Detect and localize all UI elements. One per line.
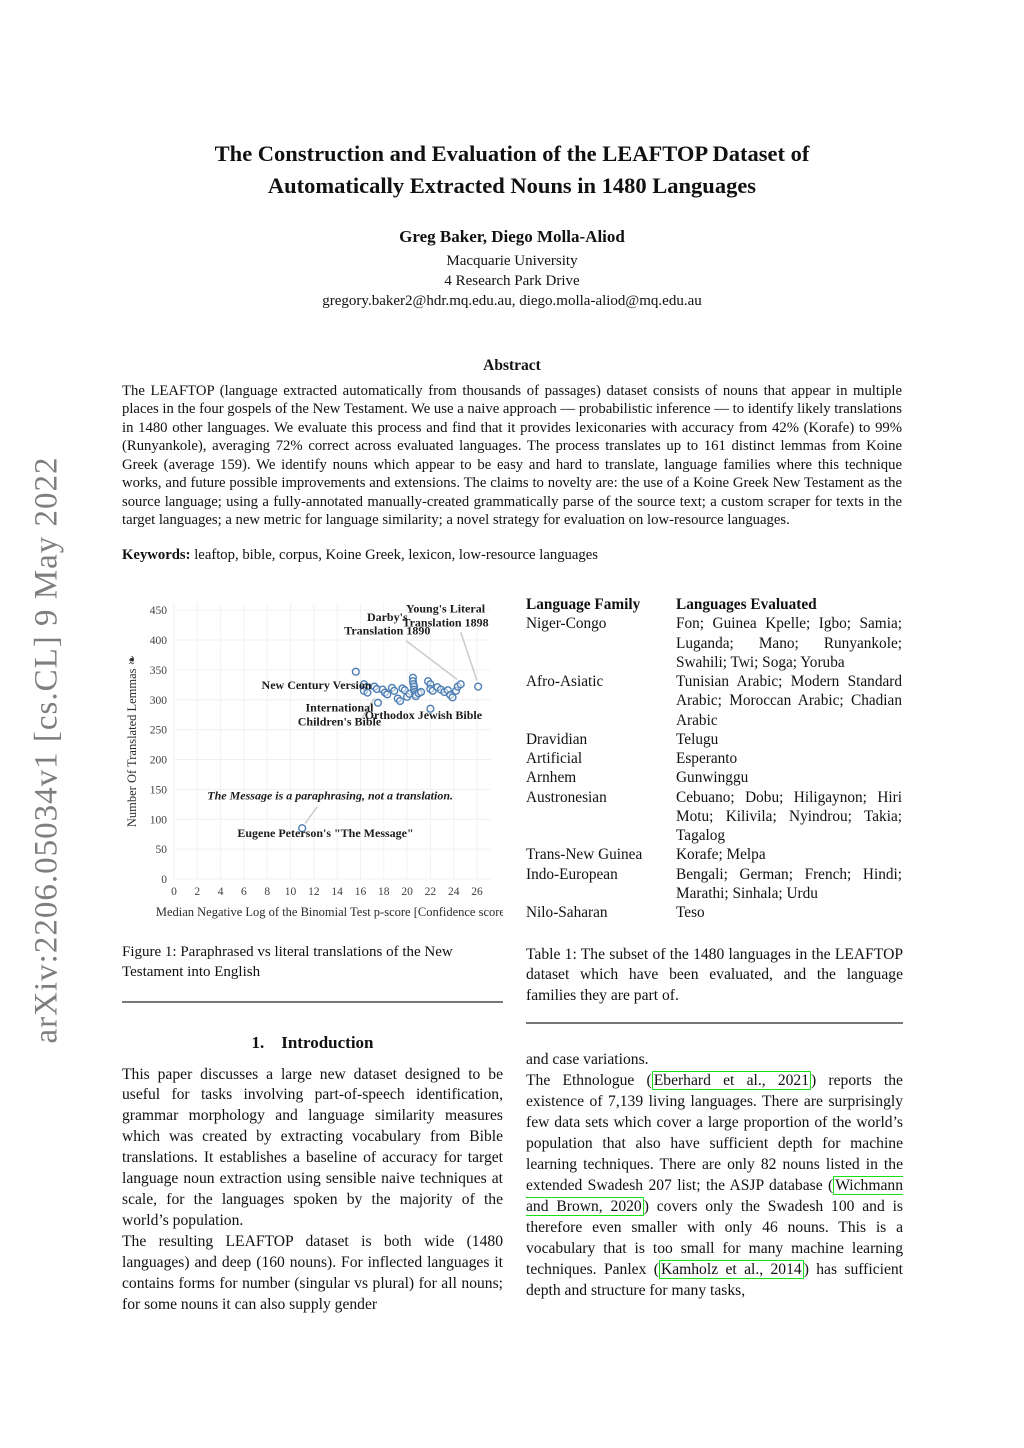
table-cell-family: Arnhem (526, 769, 577, 787)
figure-1-caption: Figure 1: Paraphrased vs literal translations of the New Testament into English (122, 944, 453, 981)
x-axis-tick-label: 24 (447, 886, 460, 898)
annotation-label: International (305, 700, 374, 715)
x-axis-tick-label: 0 (171, 886, 177, 898)
authors: Greg Baker, Diego Molla-Aliod (399, 226, 625, 246)
table-header-languages-evaluated: Languages Evaluated (676, 596, 817, 613)
table-cell-family: Austronesian (526, 788, 607, 806)
table-cell-languages: Cebuano; Dobu; Hiligaynon; Hiri Motu; Kilivila; Nyindrou; Takia; Tagalog (676, 788, 902, 845)
table-cell-languages: Teso (676, 904, 705, 922)
section-heading-introduction: 1. Introduction (251, 1032, 374, 1052)
x-axis-tick-label: 10 (284, 886, 297, 898)
annotation-label: Eugene Peterson's "The Message" (237, 826, 414, 841)
affiliation: Macquarie University (446, 252, 578, 269)
table-cell-languages: Telugu (676, 730, 719, 748)
left-column (122, 595, 503, 1316)
figure-separator-rule (122, 1001, 503, 1003)
scatter-point (397, 698, 404, 705)
annotation-label: Translation 1890 (344, 623, 431, 638)
x-axis-tick-label: 4 (217, 886, 224, 898)
annotation-label: New Century Version (261, 678, 372, 693)
scatter-point (449, 694, 456, 701)
body-paragraph-case-variations: and case variations. (526, 1051, 649, 1069)
y-axis-tick-label: 50 (155, 844, 167, 857)
x-axis-tick-label: 12 (308, 886, 320, 898)
x-axis-tick-label: 18 (378, 886, 390, 898)
y-axis-tick-label: 350 (149, 664, 167, 677)
author-emails: gregory.baker2@hdr.mq.edu.au, diego.molla-aliod@mq.edu.au (322, 292, 702, 309)
keywords-text: leaftop, bible, corpus, Koine Greek, lexicon, low-resource languages (190, 547, 598, 563)
table-cell-languages: Bengali; German; French; Hindi; Marathi; Sinhala; Urdu (676, 865, 902, 902)
intro-paragraph-2: The resulting LEAFTOP dataset is both wide (1480 languages) and deep (160 nouns). For inflected languages it contains forms for number (singular vs plural) for all nouns; for some nouns it can also supply gender (122, 1233, 503, 1314)
annotation-label: The Message is a paraphrasing, not a translation. (207, 788, 454, 803)
table-cell-family: Nilo-Saharan (526, 904, 608, 922)
annotation-leader-line (461, 632, 477, 680)
annotation-leader-line (305, 807, 317, 824)
arxiv-watermark: arXiv:2206.05034v1 [cs.CL] 9 May 2022 (28, 456, 65, 1044)
table-cell-family: Artificial (526, 750, 583, 768)
table-cell-family: Niger-Congo (526, 615, 607, 633)
table-cell-family: Trans-New Guinea (526, 846, 643, 864)
x-axis-tick-label: 6 (241, 886, 247, 898)
keywords-line (122, 547, 902, 564)
body-paragraph-ethnologue: The Ethnologue ( Eberhard et al., 2021 ) reports the existence of 7,139 living languages. There are surprisingly few data sets which cover a large proportion of the world’s population that also have sufficient depth for machine learning techniques. There are only 82 nouns listed in the extended Swadesh 207 list; the ASJP database ( Wichmann and Brown, 2020 ) covers only the Swadesh 100 and is therefore even smaller with only 46 nouns. This is a vocabulary that is too small for many machine learning techniques. Panlex ( Kamholz et al., 2014 ) has sufficient depth and structure for many tasks, (526, 1072, 903, 1299)
x-axis-tick-label: 14 (331, 886, 343, 898)
y-axis-tick-label: 450 (149, 605, 167, 618)
right-column (526, 595, 903, 1302)
figure-1-scatter-chart (122, 595, 503, 925)
table-separator-rule (526, 1022, 903, 1024)
x-axis-tick-label: 8 (264, 886, 271, 898)
y-axis-tick-label: 400 (149, 635, 167, 648)
table-cell-languages: Gunwinggu (676, 769, 749, 787)
table-1-caption: Table 1: The subset of the 1480 languages in the LEAFTOP dataset which have been evaluated, and the language families they are part of. (526, 945, 903, 1005)
annotation-label: Darby's (366, 609, 408, 624)
table-cell-languages: Tunisian Arabic; Modern Standard Arabic; Moroccan Arabic; Chadian Arabic (676, 673, 902, 729)
intro-paragraph-1: This paper discusses a large new dataset designed to be useful for tasks involving part-of-speech identification, grammar morphology and language similarity measures which was created by extracting vocabulary from Bible translations. It establishes a baseline of accuracy for target language noun extraction using sensible naive techniques at scale, for the languages spoken by the majority of the world’s population. (122, 1065, 503, 1230)
scatter-point (384, 691, 391, 698)
abstract-text: The LEAFTOP (language extracted automatically from thousands of passages) dataset consists of nouns that appear in multiple places in the four gospels of the New Testament. We use a naive approach — probabilistic inference — to identify likely translations in 1480 other languages. We evaluate this process and find that it provides lexiconaries with accuracy from 42% (Korafe) to 99% (Runyankole), averaging 72% correct across evaluated languages. The process translates up to 161 distinct lemmas from Koine Greek (average 159). We identify nouns which appear to be easy and hard to translate, language families where this technique works, and future possible improvements and extensions. The claims to novelty are: the use of a Koine Greek New Testament as the source language; using a fully-annotated manually-created grammatically parse of the source text; a custom scraper for texts in the target languages; a new metric for language similarity; a novel strategy for evaluation on low-resource languages. (122, 382, 902, 529)
abstract-heading: Abstract (483, 356, 541, 374)
x-axis-tick-label: 20 (401, 886, 413, 898)
table-header-language-family: Language Family (526, 596, 641, 613)
citation-link[interactable]: Wichmann and Brown, 2020 (526, 1177, 903, 1215)
y-axis-tick-label: 150 (149, 784, 167, 797)
y-axis-tick-label: 300 (149, 694, 167, 707)
scatter-point (375, 699, 382, 706)
y-axis-tick-label: 200 (149, 754, 167, 767)
table-cell-languages: Fon; Guinea Kpelle; Igbo; Samia; Luganda; Mano; Runyankole; Swahili; Twi; Soga; Yoruba (676, 615, 902, 671)
x-axis-tick-label: 26 (471, 886, 483, 898)
scatter-point (352, 668, 359, 675)
y-axis-tick-label: 100 (149, 814, 167, 827)
scatter-point (391, 687, 398, 694)
annotation-label: Orthodox Jewish Bible (364, 707, 483, 722)
table-cell-family: Indo-European (526, 865, 618, 883)
annotation-label: Children's Bible (297, 714, 382, 729)
citation-link[interactable]: Kamholz et al., 2014 (660, 1260, 802, 1278)
paper-title: The Construction and Evaluation of the LEAFTOP Dataset of Automatically Extracted Nouns in 1480 Languages (214, 141, 810, 198)
x-axis-tick-label: 22 (424, 886, 437, 898)
scatter-point (475, 683, 482, 690)
x-axis-title: Median Negative Log of the Binomial Test p-score [Confidence score] (155, 905, 503, 919)
table-cell-family: Dravidian (526, 730, 588, 748)
table-1-language-families (526, 595, 903, 923)
y-axis-tick-label: 0 (161, 874, 167, 886)
citation-link[interactable]: Eberhard et al., 2021 (653, 1072, 810, 1090)
scatter-point (457, 681, 464, 688)
y-axis-tick-label: 250 (149, 724, 167, 737)
annotation-label: Young's Literal (406, 601, 486, 616)
annotation-label: Translation 1898 (402, 615, 489, 630)
table-cell-languages: Esperanto (676, 750, 738, 768)
address: 4 Research Park Drive (444, 272, 580, 289)
scatter-point (418, 689, 425, 696)
x-axis-tick-label: 2 (194, 886, 201, 898)
keywords-label: Keywords: (122, 547, 191, 563)
table-cell-languages: Korafe; Melpa (676, 846, 766, 864)
x-axis-tick-label: 16 (354, 886, 367, 898)
table-cell-family: Afro-Asiatic (526, 673, 604, 691)
y-axis-title: Number Of Translated Lemmas ❧ (125, 654, 139, 828)
